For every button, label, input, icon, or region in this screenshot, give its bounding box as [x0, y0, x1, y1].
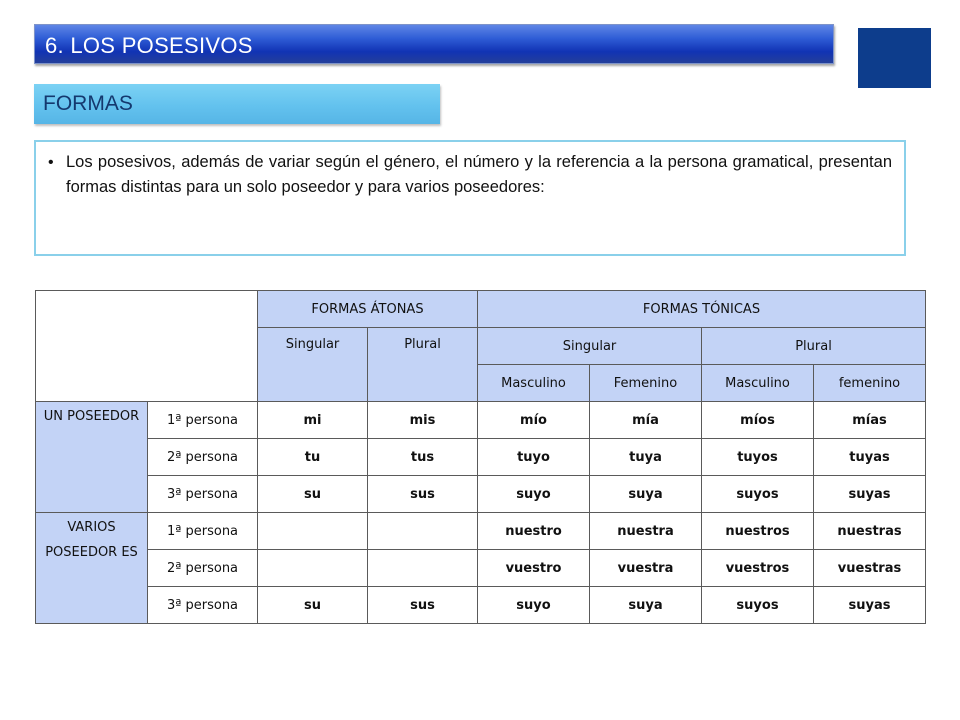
table-cell: suyas — [814, 476, 926, 513]
table-cell: suyos — [702, 587, 814, 624]
subsection-title: FORMAS — [43, 92, 133, 115]
subsection-bar — [34, 84, 440, 124]
table-cell: nuestra — [590, 513, 702, 550]
table-cell: vuestra — [590, 550, 702, 587]
header-femenino-plural: femenino — [814, 365, 926, 402]
table-cell: su — [258, 587, 368, 624]
intro-box — [34, 140, 906, 256]
table-cell: su — [258, 476, 368, 513]
table-row — [36, 402, 926, 439]
person-label: 3ª persona — [148, 587, 258, 624]
possessives-table — [35, 290, 926, 624]
table-cell: mía — [590, 402, 702, 439]
table-cell: sus — [368, 587, 478, 624]
table-row — [36, 476, 926, 513]
table-cell: mis — [368, 402, 478, 439]
table-cell: mío — [478, 402, 590, 439]
table-cell: mías — [814, 402, 926, 439]
table-cell: vuestras — [814, 550, 926, 587]
table-cell: mi — [258, 402, 368, 439]
person-label: 1ª persona — [148, 402, 258, 439]
table-row — [36, 550, 926, 587]
person-label: 2ª persona — [148, 550, 258, 587]
header-tonicas-singular: Singular — [478, 328, 702, 365]
table-cell: suya — [590, 587, 702, 624]
header-tonicas-plural: Plural — [702, 328, 926, 365]
table-cell: suyos — [702, 476, 814, 513]
table-cell: tuyo — [478, 439, 590, 476]
table-row — [36, 513, 926, 550]
table-cell — [258, 513, 368, 550]
table-cell: tuyos — [702, 439, 814, 476]
header-masculino-singular: Masculino — [478, 365, 590, 402]
table-cell: suya — [590, 476, 702, 513]
bullet-icon: • — [48, 154, 54, 171]
header-formas-atonas: FORMAS ÁTONAS — [258, 291, 478, 328]
header-atonas-singular: Singular — [258, 328, 368, 402]
table-cell: nuestros — [702, 513, 814, 550]
table-cell: tus — [368, 439, 478, 476]
person-label: 3ª persona — [148, 476, 258, 513]
table-corner-cell — [36, 291, 258, 402]
intro-paragraph: Los posesivos, además de variar según el género, el número y la referencia a la persona gramatical, presentan formas distintas para un solo poseedor y para varios poseedores: — [66, 153, 892, 196]
intro-bullet-item — [48, 150, 892, 200]
table-cell: tu — [258, 439, 368, 476]
table-cell: vuestros — [702, 550, 814, 587]
table-cell: nuestras — [814, 513, 926, 550]
table-cell: vuestro — [478, 550, 590, 587]
header-formas-tonicas: FORMAS TÓNICAS — [478, 291, 926, 328]
table-cell: tuyas — [814, 439, 926, 476]
table-cell: sus — [368, 476, 478, 513]
table-cell: suyo — [478, 587, 590, 624]
section-title-bar — [34, 24, 834, 64]
group-label-varios-poseedores: VARIOS POSEEDOR ES — [36, 513, 148, 624]
table-cell: suyo — [478, 476, 590, 513]
corner-decoration — [858, 28, 931, 88]
table-cell — [368, 550, 478, 587]
section-title: 6. LOS POSESIVOS — [45, 33, 253, 58]
person-label: 2ª persona — [148, 439, 258, 476]
header-atonas-plural: Plural — [368, 328, 478, 402]
group-label-un-poseedor: UN POSEEDOR — [36, 402, 148, 513]
header-femenino-singular: Femenino — [590, 365, 702, 402]
table-cell: suyas — [814, 587, 926, 624]
table-cell — [258, 550, 368, 587]
table-cell — [368, 513, 478, 550]
person-label: 1ª persona — [148, 513, 258, 550]
table-cell: tuya — [590, 439, 702, 476]
table-row — [36, 439, 926, 476]
table-cell: míos — [702, 402, 814, 439]
header-masculino-plural: Masculino — [702, 365, 814, 402]
table-cell: nuestro — [478, 513, 590, 550]
table-row — [36, 587, 926, 624]
